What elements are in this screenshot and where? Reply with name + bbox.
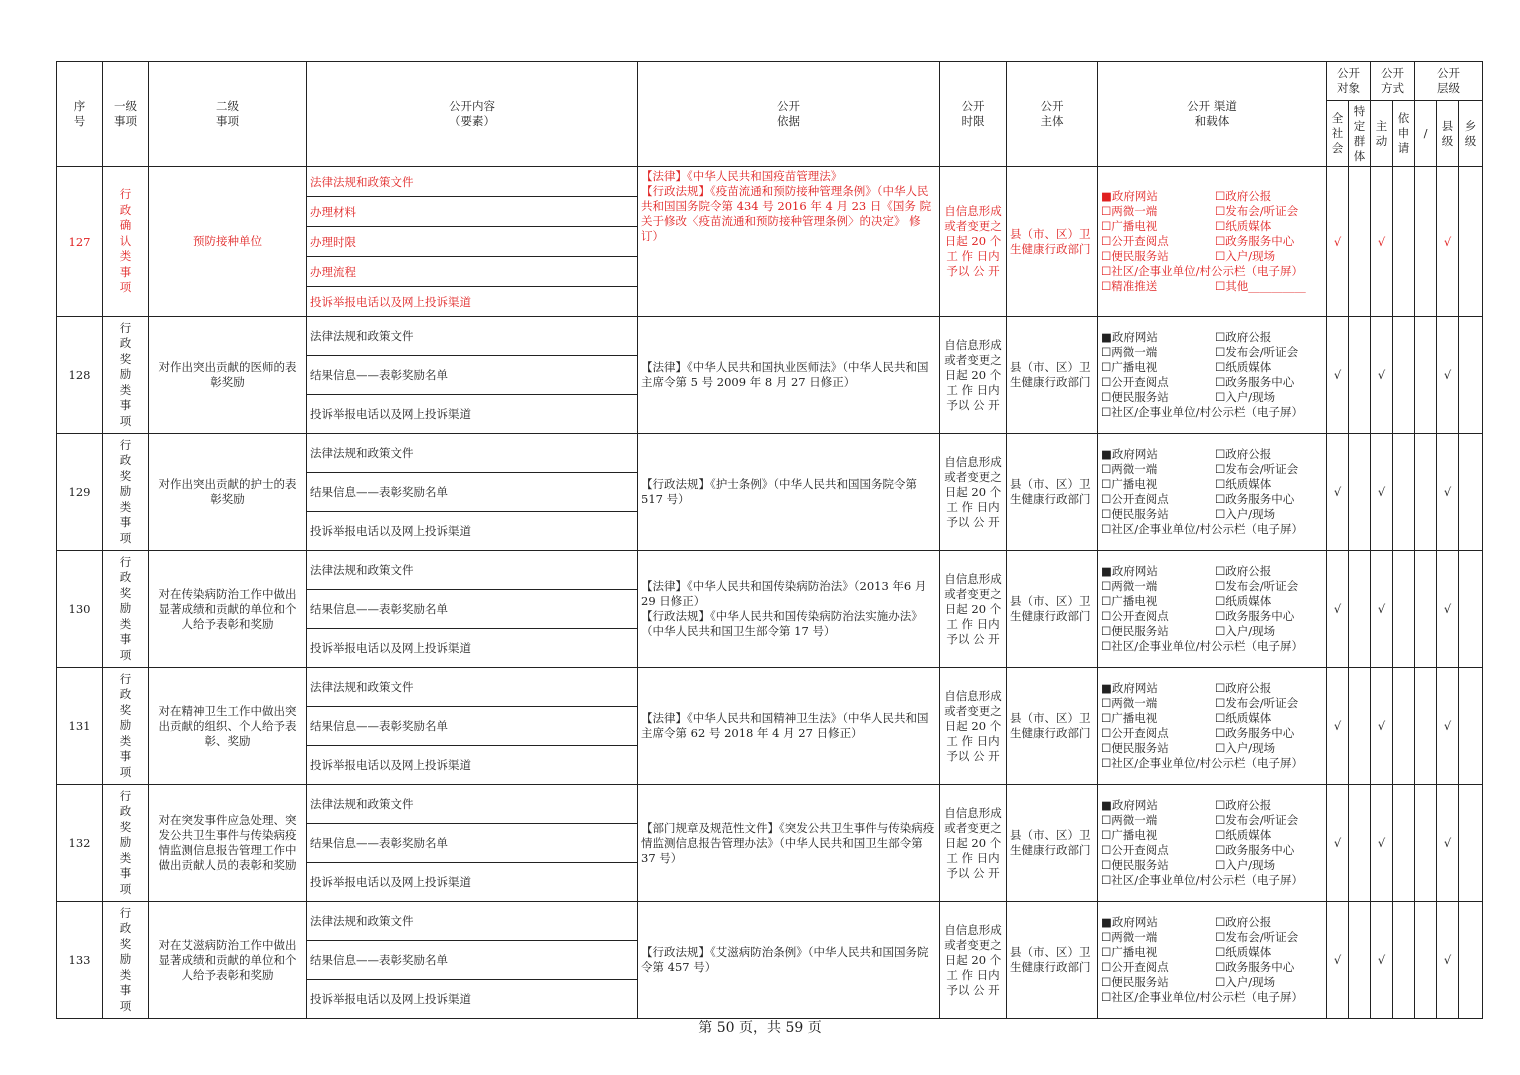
header-basis: 公开 依据 bbox=[638, 62, 940, 167]
header-method-active: 主 动 bbox=[1371, 101, 1393, 167]
row-content-item: 投诉举报电话以及网上投诉渠道 bbox=[307, 287, 638, 317]
channel-option: ☐发布会/听证会 bbox=[1215, 204, 1299, 218]
row-content-item: 投诉举报电话以及网上投诉渠道 bbox=[307, 980, 638, 1019]
channel-option: ■政府网站 bbox=[1101, 189, 1158, 203]
channel-option: ☐两微一端 bbox=[1101, 204, 1158, 218]
table-row bbox=[57, 785, 1483, 824]
row-level1 bbox=[103, 317, 149, 434]
row-target-all: √ bbox=[1327, 551, 1349, 668]
channel-option: ☐广播电视 bbox=[1101, 711, 1158, 725]
row-method-active: √ bbox=[1371, 902, 1393, 1019]
row-method-apply bbox=[1393, 551, 1415, 668]
header-method-apply: 依 申 请 bbox=[1393, 101, 1415, 167]
channel-option: ■政府网站 bbox=[1101, 564, 1158, 578]
basis-line: 【部门规章及规范性文件】《突发公共卫生事件与传染病疫情监测信息报告管理办法》（中华人民共和国卫生部令第 37 号） bbox=[641, 820, 935, 865]
row-level-town bbox=[1459, 902, 1483, 1019]
row-level-county: √ bbox=[1437, 551, 1459, 668]
row-method-active: √ bbox=[1371, 785, 1393, 902]
channel-option: ■政府网站 bbox=[1101, 447, 1158, 461]
channel-option: ☐广播电视 bbox=[1101, 594, 1158, 608]
row-target-all: √ bbox=[1327, 668, 1349, 785]
channel-option: ☐两微一端 bbox=[1101, 579, 1158, 593]
row-time: 自信息形成或者变更之日起 20 个工 作 日内 予以 公 开 bbox=[940, 551, 1007, 668]
header-target-all: 全 社 会 bbox=[1327, 101, 1349, 167]
row-slash bbox=[1415, 167, 1437, 317]
row-level1-text: 行 政 确 认 类 事 项 bbox=[119, 187, 132, 295]
channel-option: ☐两微一端 bbox=[1101, 462, 1158, 476]
row-level1 bbox=[103, 785, 149, 902]
channel-option: ☐其他__________ bbox=[1215, 279, 1306, 293]
row-subject: 县（市、区）卫 生健康行政部门 bbox=[1007, 551, 1098, 668]
header-level1: 一级 事项 bbox=[103, 62, 149, 167]
row-target-group bbox=[1349, 551, 1371, 668]
channel-option-bulletin: ☐社区/企事业单位/村公示栏（电子屏） bbox=[1101, 264, 1304, 278]
channel-option: ■政府网站 bbox=[1101, 330, 1158, 344]
row-method-active: √ bbox=[1371, 668, 1393, 785]
header-content: 公开内容 （要素） bbox=[307, 62, 638, 167]
row-content-item: 办理流程 bbox=[307, 257, 638, 287]
row-level2: 对作出突出贡献的护士的表彰奖励 bbox=[149, 434, 307, 551]
row-content-item: 办理材料 bbox=[307, 197, 638, 227]
row-level1-text: 行 政 奖 励 类 事 项 bbox=[119, 671, 132, 779]
basis-line: 【行政法规】《疫苗流通和预防接种管理条例》（中华人民共和国国务院令第 434 号 2016 年 4 月 23 日《国务 院关于修改〈疫苗流通和预防接种管理条例〉的决定》 修订） bbox=[641, 184, 932, 243]
channel-grid bbox=[1101, 564, 1323, 654]
channel-option: ☐发布会/听证会 bbox=[1215, 345, 1299, 359]
header-seq: 序 号 bbox=[57, 62, 103, 167]
channel-option: ☐公开查阅点 bbox=[1101, 609, 1169, 623]
channel-option: ☐两微一端 bbox=[1101, 930, 1158, 944]
row-level1 bbox=[103, 551, 149, 668]
row-basis bbox=[638, 167, 940, 317]
channel-option: ☐便民服务站 bbox=[1101, 624, 1169, 638]
basis-line: 【法律】《中华人民共和国执业医师法》（中华人民共和国主席令第 5 号 2009 年 8 月 27 日修正） bbox=[641, 360, 929, 389]
header-level-county: 县 级 bbox=[1437, 101, 1459, 167]
row-target-all: √ bbox=[1327, 902, 1349, 1019]
basis-line: 【法律】《中华人民共和国疫苗管理法》 bbox=[641, 169, 843, 183]
channel-option: ☐广播电视 bbox=[1101, 219, 1158, 233]
row-channels bbox=[1098, 167, 1327, 317]
row-content-item: 投诉举报电话以及网上投诉渠道 bbox=[307, 512, 638, 551]
channel-option: ☐广播电视 bbox=[1101, 360, 1158, 374]
channel-option: ☐发布会/听证会 bbox=[1215, 813, 1299, 827]
channel-option: ☐便民服务站 bbox=[1101, 507, 1169, 521]
channel-option: ☐便民服务站 bbox=[1101, 249, 1169, 263]
table-row bbox=[57, 551, 1483, 590]
channel-option: ☐入户/现场 bbox=[1215, 975, 1276, 989]
header-target-group: 特 定 群 体 bbox=[1349, 101, 1371, 167]
channel-option: ☐两微一端 bbox=[1101, 345, 1158, 359]
row-level-county: √ bbox=[1437, 668, 1459, 785]
row-target-group bbox=[1349, 434, 1371, 551]
header-level: 公开 层级 bbox=[1415, 62, 1483, 101]
row-target-group bbox=[1349, 167, 1371, 317]
row-slash bbox=[1415, 551, 1437, 668]
row-method-active: √ bbox=[1371, 551, 1393, 668]
row-seq: 128 bbox=[57, 317, 103, 434]
channel-option: ☐纸质媒体 bbox=[1215, 594, 1272, 608]
row-level-town bbox=[1459, 317, 1483, 434]
row-level1-text: 行 政 奖 励 类 事 项 bbox=[119, 320, 132, 428]
channel-option: ☐公开查阅点 bbox=[1101, 375, 1169, 389]
row-level1 bbox=[103, 668, 149, 785]
channel-option: ☐两微一端 bbox=[1101, 696, 1158, 710]
row-channels bbox=[1098, 668, 1327, 785]
channel-grid bbox=[1101, 447, 1323, 537]
channel-option-bulletin: ☐社区/企事业单位/村公示栏（电子屏） bbox=[1101, 756, 1304, 770]
row-content-item: 结果信息——表彰奖励名单 bbox=[307, 590, 638, 629]
row-subject: 县（市、区）卫 生健康行政部门 bbox=[1007, 434, 1098, 551]
basis-line: 【行政法规】《艾滋病防治条例》（中华人民共和国国务院令第 457 号） bbox=[641, 945, 929, 974]
row-channels bbox=[1098, 785, 1327, 902]
table-row bbox=[57, 434, 1483, 473]
basis-line: 【行政法规】《中华人民共和国传染病防治法实施办法》（中华人民共和国卫生部令第 17 号） bbox=[641, 609, 923, 638]
channel-option-bulletin: ☐社区/企事业单位/村公示栏（电子屏） bbox=[1101, 990, 1304, 1004]
table-row bbox=[57, 668, 1483, 707]
channel-option: ☐政务服务中心 bbox=[1215, 375, 1295, 389]
row-subject: 县（市、区）卫 生健康行政部门 bbox=[1007, 317, 1098, 434]
channel-option: ☐政府公报 bbox=[1215, 330, 1272, 344]
header-level-town: 乡 级 bbox=[1459, 101, 1483, 167]
row-slash bbox=[1415, 902, 1437, 1019]
channel-option: ☐广播电视 bbox=[1101, 945, 1158, 959]
row-method-apply bbox=[1393, 317, 1415, 434]
channel-option: ☐政府公报 bbox=[1215, 564, 1272, 578]
channel-option: ■政府网站 bbox=[1101, 798, 1158, 812]
channel-option: ☐政务服务中心 bbox=[1215, 492, 1295, 506]
channel-option: ☐纸质媒体 bbox=[1215, 219, 1272, 233]
channel-option: ☐入户/现场 bbox=[1215, 507, 1276, 521]
row-subject: 县（市、区）卫 生健康行政部门 bbox=[1007, 668, 1098, 785]
channel-grid bbox=[1101, 915, 1323, 1005]
row-method-apply bbox=[1393, 785, 1415, 902]
channel-option: ☐入户/现场 bbox=[1215, 741, 1276, 755]
channel-option: ☐便民服务站 bbox=[1101, 858, 1169, 872]
channel-option: ☐公开查阅点 bbox=[1101, 234, 1169, 248]
row-seq: 129 bbox=[57, 434, 103, 551]
row-content-item: 投诉举报电话以及网上投诉渠道 bbox=[307, 395, 638, 434]
channel-option: ☐便民服务站 bbox=[1101, 741, 1169, 755]
row-channels bbox=[1098, 317, 1327, 434]
row-method-active: √ bbox=[1371, 167, 1393, 317]
channel-option: ☐入户/现场 bbox=[1215, 858, 1276, 872]
row-basis bbox=[638, 434, 940, 551]
channel-option-bulletin: ☐社区/企事业单位/村公示栏（电子屏） bbox=[1101, 522, 1304, 536]
table-row bbox=[57, 902, 1483, 941]
row-slash bbox=[1415, 434, 1437, 551]
row-level2: 对在艾滋病防治工作中做出显著成绩和贡献的单位和个人给予表彰和奖励 bbox=[149, 902, 307, 1019]
row-basis bbox=[638, 317, 940, 434]
channel-option: ☐发布会/听证会 bbox=[1215, 579, 1299, 593]
channel-option: ☐公开查阅点 bbox=[1101, 843, 1169, 857]
row-level-town bbox=[1459, 668, 1483, 785]
channel-option: ☐政务服务中心 bbox=[1215, 234, 1295, 248]
row-level1-text: 行 政 奖 励 类 事 项 bbox=[119, 554, 132, 662]
channel-grid bbox=[1101, 330, 1323, 420]
row-content-item: 法律法规和政策文件 bbox=[307, 317, 638, 356]
row-time: 自信息形成或者变更之日起 20 个工 作 日内 予以 公 开 bbox=[940, 317, 1007, 434]
header-time: 公开 时限 bbox=[940, 62, 1007, 167]
header-channel: 公开 渠道 和载体 bbox=[1098, 62, 1327, 167]
row-level1 bbox=[103, 434, 149, 551]
row-content-item: 法律法规和政策文件 bbox=[307, 434, 638, 473]
channel-grid bbox=[1101, 798, 1323, 888]
row-content-item: 结果信息——表彰奖励名单 bbox=[307, 356, 638, 395]
channel-option: ☐政务服务中心 bbox=[1215, 726, 1295, 740]
row-target-all: √ bbox=[1327, 785, 1349, 902]
row-slash bbox=[1415, 317, 1437, 434]
header-subject: 公开 主体 bbox=[1007, 62, 1098, 167]
channel-option: ■政府网站 bbox=[1101, 681, 1158, 695]
channel-option: ☐政府公报 bbox=[1215, 915, 1272, 929]
table-row bbox=[57, 317, 1483, 356]
row-seq: 130 bbox=[57, 551, 103, 668]
header-target: 公开 对象 bbox=[1327, 62, 1371, 101]
channel-option: ☐公开查阅点 bbox=[1101, 726, 1169, 740]
row-subject: 县（市、区）卫 生健康行政部门 bbox=[1007, 167, 1098, 317]
row-time: 自信息形成或者变更之日起 20 个工 作 日内 予以 公 开 bbox=[940, 902, 1007, 1019]
row-target-all: √ bbox=[1327, 434, 1349, 551]
row-level1-text: 行 政 奖 励 类 事 项 bbox=[119, 788, 132, 896]
channel-option: ☐发布会/听证会 bbox=[1215, 930, 1299, 944]
header-slash: / bbox=[1415, 101, 1437, 167]
basis-line: 【行政法规】《护士条例》（中华人民共和国国务院令第 517 号） bbox=[641, 477, 917, 506]
row-seq: 133 bbox=[57, 902, 103, 1019]
row-time: 自信息形成或者变更之日起 20 个工 作 日内 予以 公 开 bbox=[940, 668, 1007, 785]
channel-option: ☐政府公报 bbox=[1215, 681, 1272, 695]
row-level2: 预防接种单位 bbox=[149, 167, 307, 317]
row-level-town bbox=[1459, 551, 1483, 668]
row-level1 bbox=[103, 902, 149, 1019]
channel-option: ☐政府公报 bbox=[1215, 189, 1272, 203]
channel-option-bulletin: ☐社区/企事业单位/村公示栏（电子屏） bbox=[1101, 873, 1304, 887]
row-method-apply bbox=[1393, 434, 1415, 551]
row-level1 bbox=[103, 167, 149, 317]
row-slash bbox=[1415, 668, 1437, 785]
row-channels bbox=[1098, 551, 1327, 668]
row-level2: 对作出突出贡献的医师的表彰奖励 bbox=[149, 317, 307, 434]
channel-option: ☐公开查阅点 bbox=[1101, 492, 1169, 506]
channel-option: ☐便民服务站 bbox=[1101, 975, 1169, 989]
row-content-item: 法律法规和政策文件 bbox=[307, 551, 638, 590]
table-row bbox=[57, 167, 1483, 197]
row-level2: 对在传染病防治工作中做出显著成绩和贡献的单位和个人给予表彰和奖励 bbox=[149, 551, 307, 668]
row-target-all: √ bbox=[1327, 317, 1349, 434]
row-channels bbox=[1098, 434, 1327, 551]
row-content-item: 法律法规和政策文件 bbox=[307, 902, 638, 941]
channel-grid bbox=[1101, 681, 1323, 771]
row-level1-text: 行 政 奖 励 类 事 项 bbox=[119, 905, 132, 1013]
channel-option: ☐精准推送 bbox=[1101, 279, 1158, 293]
table-body bbox=[57, 167, 1483, 1019]
row-content-item: 结果信息——表彰奖励名单 bbox=[307, 824, 638, 863]
channel-option-bulletin: ☐社区/企事业单位/村公示栏（电子屏） bbox=[1101, 405, 1304, 419]
channel-option: ☐便民服务站 bbox=[1101, 390, 1169, 404]
row-content-item: 法律法规和政策文件 bbox=[307, 668, 638, 707]
channel-option: ☐公开查阅点 bbox=[1101, 960, 1169, 974]
row-basis bbox=[638, 785, 940, 902]
channel-option: ☐政务服务中心 bbox=[1215, 609, 1295, 623]
channel-option: ☐纸质媒体 bbox=[1215, 477, 1272, 491]
channel-option: ☐政务服务中心 bbox=[1215, 843, 1295, 857]
disclosure-table bbox=[56, 61, 1483, 1019]
channel-option: ■政府网站 bbox=[1101, 915, 1158, 929]
row-channels bbox=[1098, 902, 1327, 1019]
row-basis bbox=[638, 668, 940, 785]
row-target-all: √ bbox=[1327, 167, 1349, 317]
row-basis bbox=[638, 902, 940, 1019]
header-method: 公开 方式 bbox=[1371, 62, 1415, 101]
channel-option: ☐广播电视 bbox=[1101, 477, 1158, 491]
row-seq: 131 bbox=[57, 668, 103, 785]
row-target-group bbox=[1349, 668, 1371, 785]
channel-option: ☐发布会/听证会 bbox=[1215, 696, 1299, 710]
row-time: 自信息形成或者变更之日起 20 个工 作 日内 予以 公 开 bbox=[940, 434, 1007, 551]
row-subject: 县（市、区）卫 生健康行政部门 bbox=[1007, 902, 1098, 1019]
row-content-item: 法律法规和政策文件 bbox=[307, 785, 638, 824]
row-level-town bbox=[1459, 434, 1483, 551]
row-level-town bbox=[1459, 785, 1483, 902]
row-content-item: 投诉举报电话以及网上投诉渠道 bbox=[307, 863, 638, 902]
row-seq: 127 bbox=[57, 167, 103, 317]
channel-option: ☐发布会/听证会 bbox=[1215, 462, 1299, 476]
basis-line: 【法律】《中华人民共和国传染病防治法》（2013 年6 月 29 日修正） bbox=[641, 579, 927, 608]
basis-line: 【法律】《中华人民共和国精神卫生法》（中华人民共和国主席令第 62 号 2018 年 4 月 27 日修正） bbox=[641, 711, 929, 740]
row-target-group bbox=[1349, 785, 1371, 902]
row-target-group bbox=[1349, 902, 1371, 1019]
header-level2: 二级 事项 bbox=[149, 62, 307, 167]
row-method-apply bbox=[1393, 902, 1415, 1019]
row-target-group bbox=[1349, 317, 1371, 434]
row-content-item: 法律法规和政策文件 bbox=[307, 167, 638, 197]
row-content-item: 结果信息——表彰奖励名单 bbox=[307, 941, 638, 980]
row-level1-text: 行 政 奖 励 类 事 项 bbox=[119, 437, 132, 545]
row-seq: 132 bbox=[57, 785, 103, 902]
row-content-item: 结果信息——表彰奖励名单 bbox=[307, 707, 638, 746]
channel-option-bulletin: ☐社区/企事业单位/村公示栏（电子屏） bbox=[1101, 639, 1304, 653]
channel-option: ☐纸质媒体 bbox=[1215, 360, 1272, 374]
row-level-county: √ bbox=[1437, 902, 1459, 1019]
row-subject: 县（市、区）卫 生健康行政部门 bbox=[1007, 785, 1098, 902]
row-content-item: 投诉举报电话以及网上投诉渠道 bbox=[307, 629, 638, 668]
channel-option: ☐政务服务中心 bbox=[1215, 960, 1295, 974]
channel-option: ☐广播电视 bbox=[1101, 828, 1158, 842]
row-time: 自信息形成或者变更之日起 20 个工 作 日内 予以 公 开 bbox=[940, 167, 1007, 317]
channel-grid bbox=[1101, 189, 1323, 294]
channel-option: ☐入户/现场 bbox=[1215, 390, 1276, 404]
row-content-item: 投诉举报电话以及网上投诉渠道 bbox=[307, 746, 638, 785]
row-level2: 对在突发事件应急处理、突发公共卫生事件与传染病疫情监测信息报告管理工作中做出贡献人员的表彰和奖励 bbox=[149, 785, 307, 902]
row-content-item: 结果信息——表彰奖励名单 bbox=[307, 473, 638, 512]
channel-option: ☐纸质媒体 bbox=[1215, 945, 1272, 959]
row-level-county: √ bbox=[1437, 167, 1459, 317]
row-method-active: √ bbox=[1371, 317, 1393, 434]
row-method-apply bbox=[1393, 167, 1415, 317]
row-level-county: √ bbox=[1437, 434, 1459, 551]
channel-option: ☐纸质媒体 bbox=[1215, 711, 1272, 725]
channel-option: ☐政府公报 bbox=[1215, 447, 1272, 461]
channel-option: ☐纸质媒体 bbox=[1215, 828, 1272, 842]
row-level2: 对在精神卫生工作中做出突出贡献的组织、个人给予表彰、奖励 bbox=[149, 668, 307, 785]
channel-option: ☐入户/现场 bbox=[1215, 249, 1276, 263]
row-slash bbox=[1415, 785, 1437, 902]
row-time: 自信息形成或者变更之日起 20 个工 作 日内 予以 公 开 bbox=[940, 785, 1007, 902]
row-basis bbox=[638, 551, 940, 668]
row-level-town bbox=[1459, 167, 1483, 317]
channel-option: ☐政府公报 bbox=[1215, 798, 1272, 812]
row-method-active: √ bbox=[1371, 434, 1393, 551]
channel-option: ☐两微一端 bbox=[1101, 813, 1158, 827]
channel-option: ☐入户/现场 bbox=[1215, 624, 1276, 638]
row-level-county: √ bbox=[1437, 785, 1459, 902]
row-method-apply bbox=[1393, 668, 1415, 785]
row-level-county: √ bbox=[1437, 317, 1459, 434]
page-footer: 第 50 页，共 59 页 bbox=[698, 1020, 822, 1036]
row-content-item: 办理时限 bbox=[307, 227, 638, 257]
